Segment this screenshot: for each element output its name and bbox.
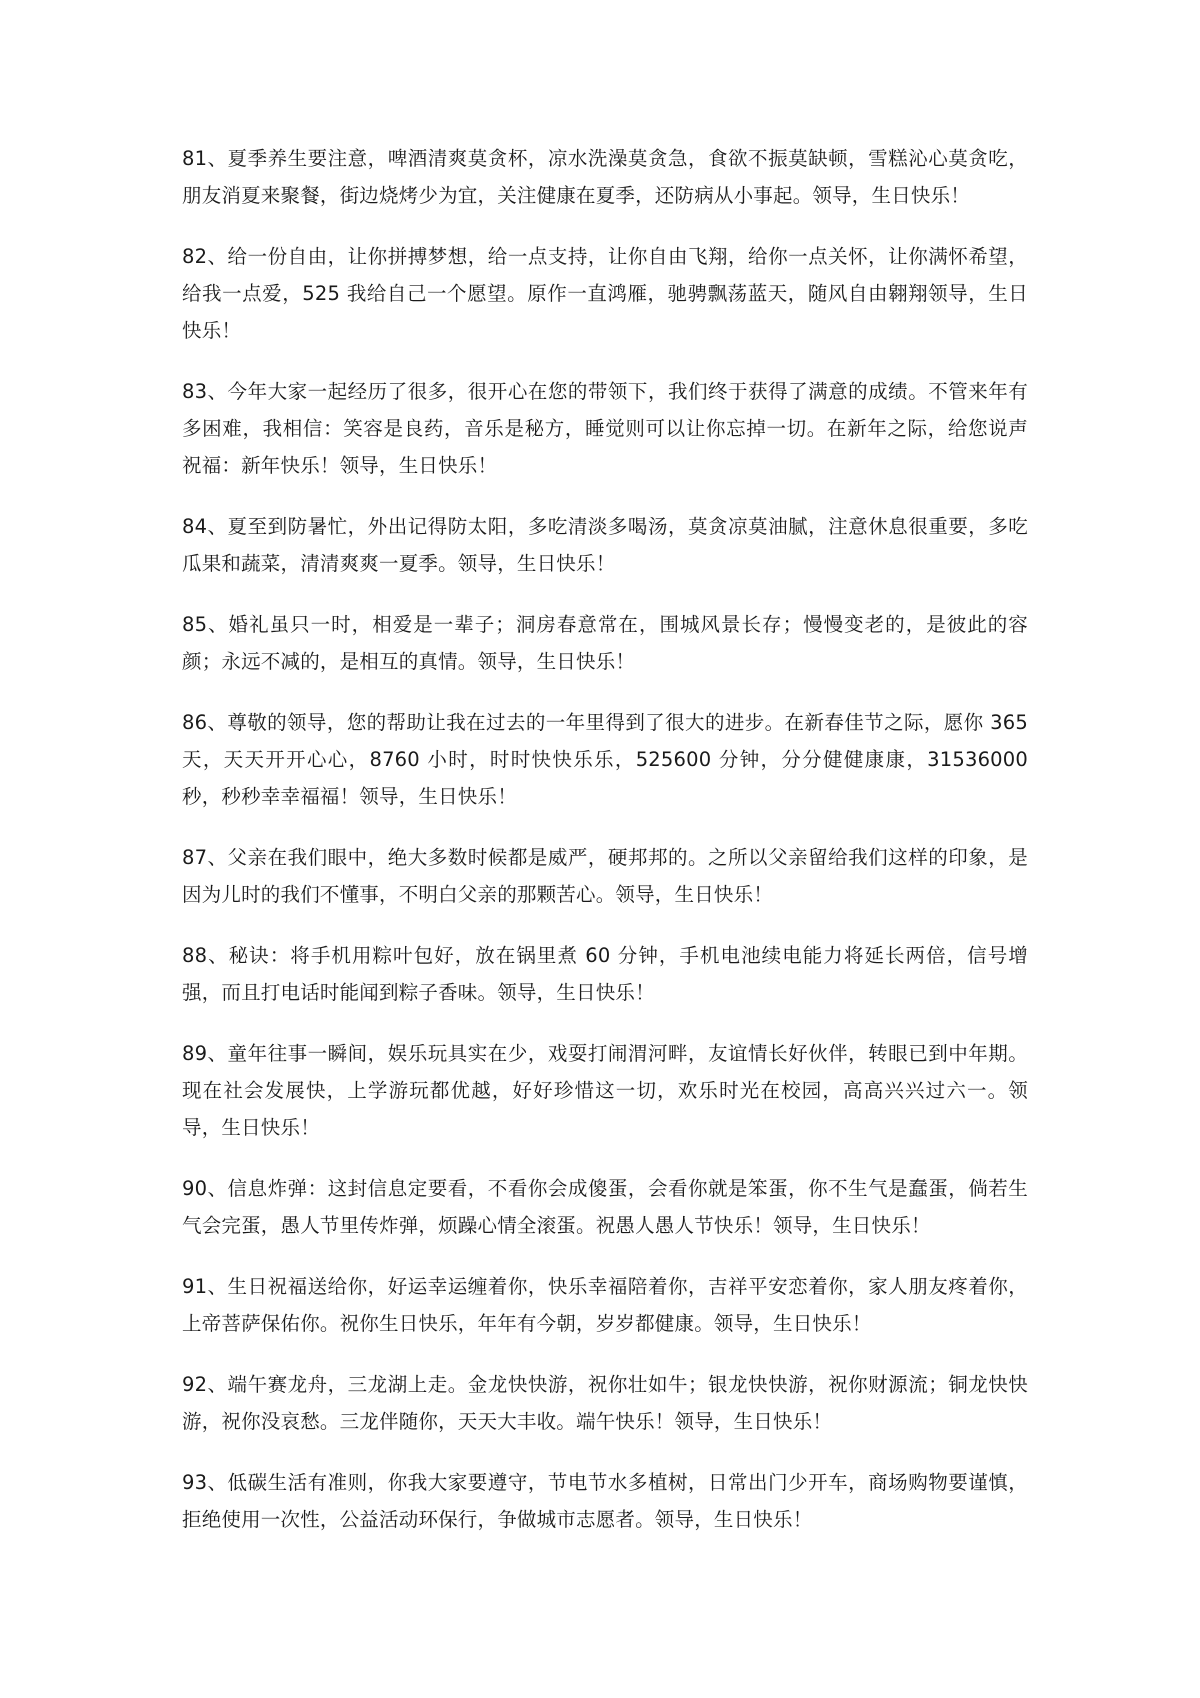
paragraph-91: 91、生日祝福送给你，好运幸运缠着你，快乐幸福陪着你，吉祥平安恋着你，家人朋友疼着你，上帝菩萨保佑你。祝你生日快乐，年年有今朝，岁岁都健康。领导，生日快乐！ [182, 1275, 1028, 1335]
paragraph-83: 83、今年大家一起经历了很多，很开心在您的带领下，我们终于获得了满意的成绩。不管来年有多困难，我相信：笑容是良药，音乐是秘方，睡觉则可以让你忘掉一切。在新年之际，给您说声祝福：新年快乐！领导，生日快乐！ [182, 380, 1028, 477]
paragraph-82: 82、给一份自由，让你拼搏梦想，给一点支持，让你自由飞翔，给你一点关怀，让你满怀希望，给我一点爱，525 我给自己一个愿望。原作一直鸿雁，驰骋飘荡蓝天，随风自由翱翔领导，生日快乐！ [182, 245, 1028, 342]
paragraph-86: 86、尊敬的领导，您的帮助让我在过去的一年里得到了很大的进步。在新春佳节之际，愿你 365 天，天天开开心心，8760 小时，时时快快乐乐，525600 分钟，分分健健康康，31536000 秒，秒秒幸幸福福！领导，生日快乐！ [182, 711, 1028, 808]
paragraph-89: 89、童年往事一瞬间，娱乐玩具实在少，戏耍打闹渭河畔，友谊情长好伙伴，转眼已到中年期。现在社会发展快，上学游玩都优越，好好珍惜这一切，欢乐时光在校园，高高兴兴过六一。领导，生日快乐！ [182, 1042, 1028, 1139]
paragraph-92: 92、端午赛龙舟，三龙湖上走。金龙快快游，祝你壮如牛；银龙快快游，祝你财源流；铜龙快快游，祝你没哀愁。三龙伴随你，天天大丰收。端午快乐！领导，生日快乐！ [182, 1373, 1028, 1433]
document-body [182, 140, 1028, 1562]
paragraph-93: 93、低碳生活有准则，你我大家要遵守，节电节水多植树，日常出门少开车，商场购物要谨慎，拒绝使用一次性，公益活动环保行，争做城市志愿者。领导，生日快乐！ [182, 1471, 1028, 1531]
paragraph-85: 85、婚礼虽只一时，相爱是一辈子；洞房春意常在，围城风景长存；慢慢变老的，是彼此的容颜；永远不减的，是相互的真情。领导，生日快乐！ [182, 613, 1028, 673]
paragraph-81: 81、夏季养生要注意，啤酒清爽莫贪杯，凉水洗澡莫贪急，食欲不振莫缺顿，雪糕沁心莫贪吃，朋友消夏来聚餐，街边烧烤少为宜，关注健康在夏季，还防病从小事起。领导，生日快乐！ [182, 147, 1028, 207]
paragraph-90: 90、信息炸弹：这封信息定要看，不看你会成傻蛋，会看你就是笨蛋，你不生气是蠢蛋，倘若生气会完蛋，愚人节里传炸弹，烦躁心情全滚蛋。祝愚人愚人节快乐！领导，生日快乐！ [182, 1177, 1028, 1237]
paragraph-88: 88、秘诀：将手机用粽叶包好，放在锅里煮 60 分钟，手机电池续电能力将延长两倍，信号增强，而且打电话时能闻到粽子香味。领导，生日快乐！ [182, 944, 1028, 1004]
paragraph-84: 84、夏至到防暑忙，外出记得防太阳，多吃清淡多喝汤，莫贪凉莫油腻，注意休息很重要，多吃瓜果和蔬菜，清清爽爽一夏季。领导，生日快乐！ [182, 515, 1028, 575]
paragraph-87: 87、父亲在我们眼中，绝大多数时候都是威严，硬邦邦的。之所以父亲留给我们这样的印象，是因为儿时的我们不懂事，不明白父亲的那颗苦心。领导，生日快乐！ [182, 846, 1028, 906]
